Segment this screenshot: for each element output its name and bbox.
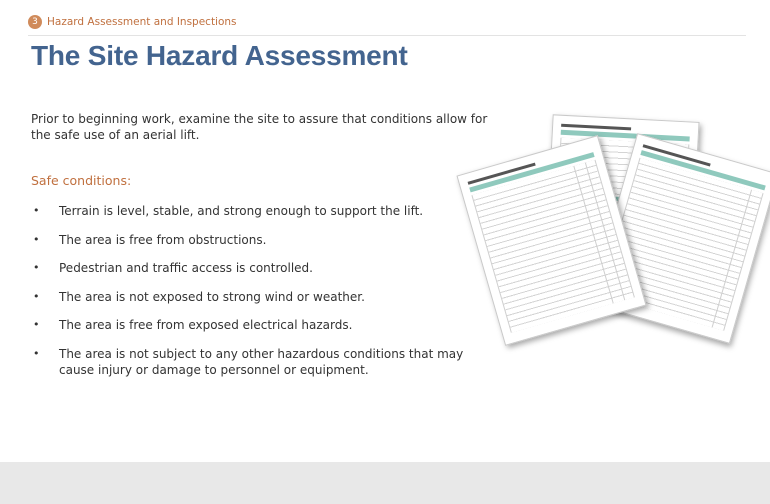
list-item (31, 346, 501, 378)
bullet-icon: • (33, 318, 40, 331)
header-divider (28, 35, 746, 36)
list-item (31, 203, 501, 219)
bullet-icon: • (33, 346, 40, 360)
page-title: The Site Hazard Assessment (31, 40, 408, 71)
bullet-icon: • (33, 204, 40, 217)
list-item (31, 317, 501, 333)
bullet-icon: • (33, 289, 40, 303)
safe-conditions-heading: Safe conditions: (31, 173, 132, 188)
step-number-badge: 3 (28, 15, 42, 29)
list-item (31, 232, 501, 248)
list-item-text: The area is not subject to any other hazardous conditions that may cause injury or damage to personnel or equipment. (59, 346, 464, 377)
section-header (28, 14, 237, 30)
list-item (31, 260, 501, 276)
bullet-icon: • (33, 261, 40, 274)
footer-bar (0, 462, 770, 504)
list-item-text: The area is free from exposed electrical hazards. (59, 318, 353, 332)
list-item-text: The area is free from obstructions. (59, 232, 267, 247)
bullet-icon: • (33, 232, 40, 246)
safe-conditions-list (31, 203, 501, 390)
list-item (31, 289, 501, 305)
checklist-documents-icon (460, 110, 760, 330)
list-item-text: The area is not exposed to strong wind or weather. (59, 289, 365, 304)
list-item-text: Terrain is level, stable, and strong enough to support the lift. (59, 204, 424, 218)
intro-paragraph: Prior to beginning work, examine the site to assure that conditions allow for the safe use of an aerial lift. (31, 112, 488, 142)
list-item-text: Pedestrian and traffic access is controlled. (59, 261, 313, 275)
breadcrumb: Hazard Assessment and Inspections (47, 16, 237, 28)
